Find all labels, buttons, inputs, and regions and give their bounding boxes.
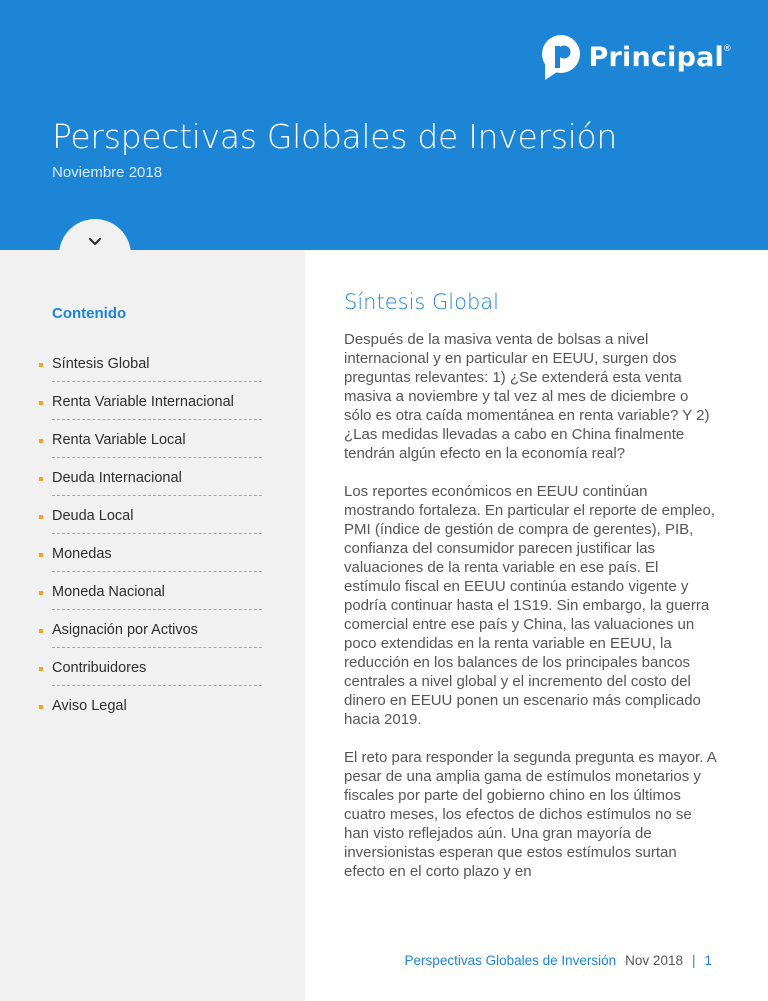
paragraph: Los reportes económicos en EEUU continúan mostrando fortaleza. En particular el reporte de empleo, PMI (índice de gestión de compra de gerentes), PIB, confianza del consumidor parecen justificar las valuaciones de la renta variable en ese país. El estímulo fiscal en EEUU continúa estando vigente y podría continuar hasta el 1S19. Sin embargo, la guerra comercial entre ese país y China, las valuaciones un poco extendidas en la renta variable en EEUU, la reducción en los balances de los principales bancos centrales a nivel global y el incremento del costo del dinero en EEUU ponen un escenario más complicado hacia 2019. — [344, 483, 716, 728]
toc-item-deuda-internacional[interactable] — [38, 468, 262, 506]
principal-logo-icon — [541, 34, 581, 80]
toc-item-monedas[interactable] — [38, 544, 262, 582]
paragraph: Después de la masiva venta de bolsas a nivel internacional y en particular en EEUU, surgen dos preguntas relevantes: 1) ¿Se extenderá esta venta masiva a noviembre y tal vez al mes de diciembre o sólo es otra caída momentánea en renta variable? Y 2) ¿Las medidas llevadas a cabo en China finalmente tendrán algún efecto en la economía real? — [344, 331, 710, 462]
bullet-icon — [39, 363, 43, 367]
toc-item-label: Contribuidores — [52, 660, 147, 676]
toc-item-label: Moneda Nacional — [52, 584, 165, 600]
toc-item-label: Deuda Internacional — [52, 470, 182, 486]
toc-item-label: Asignación por Activos — [52, 622, 198, 638]
divider — [52, 457, 262, 458]
bullet-icon — [39, 515, 43, 519]
bullet-icon — [39, 667, 43, 671]
divider — [52, 495, 262, 496]
bullet-icon — [39, 591, 43, 595]
page-number: 1 — [704, 953, 712, 968]
footer-divider: | — [691, 953, 696, 968]
divider — [52, 571, 262, 572]
footer-doc-title: Perspectivas Globales de Inversión — [404, 953, 617, 968]
toc-item-moneda-nacional[interactable] — [38, 582, 262, 620]
toc-item-sintesis-global[interactable] — [38, 354, 262, 392]
page-title: Perspectivas Globales de Inversión — [52, 117, 618, 156]
divider — [52, 685, 262, 686]
toc-item-aviso-legal[interactable] — [38, 696, 262, 734]
bullet-icon — [39, 439, 43, 443]
toc-item-label: Renta Variable Local — [52, 432, 186, 448]
toc-item-renta-variable-internacional[interactable] — [38, 392, 262, 430]
toc-item-label: Monedas — [52, 546, 112, 562]
bullet-icon — [39, 629, 43, 633]
toc-item-label: Renta Variable Internacional — [52, 394, 234, 410]
logo-wordmark: Principal ® — [588, 41, 732, 73]
footer-date: Nov 2018 — [625, 953, 683, 968]
toc-heading: Contenido — [52, 305, 127, 322]
toc-item-label: Aviso Legal — [52, 698, 127, 714]
toc-item-asignacion-por-activos[interactable] — [38, 620, 262, 658]
bullet-icon — [39, 553, 43, 557]
principal-logo[interactable] — [541, 34, 732, 80]
divider — [52, 533, 262, 534]
header-banner — [0, 0, 768, 250]
bullet-icon — [39, 705, 43, 709]
divider — [52, 419, 262, 420]
toc-item-label: Deuda Local — [52, 508, 134, 524]
bullet-icon — [39, 401, 43, 405]
publication-date: Noviembre 2018 — [52, 164, 163, 181]
paragraph: El reto para responder la segunda pregunta es mayor. A pesar de una amplia gama de estímulos monetarios y fiscales por parte del gobierno chino en los últimos cuatro meses, los efectos de dichos estímulos no se han visto reflejados aún. Una gran mayoría de inversionistas esperan que estos estímulos surtan efecto en el corto plazo y en — [344, 749, 716, 880]
toc-item-renta-variable-local[interactable] — [38, 430, 262, 468]
bullet-icon — [39, 477, 43, 481]
divider — [52, 647, 262, 648]
chevron-down-icon — [88, 237, 102, 247]
expand-toggle-button[interactable] — [59, 219, 131, 291]
table-of-contents — [38, 354, 262, 734]
page-footer — [405, 953, 712, 968]
main-content — [344, 290, 716, 900]
divider — [52, 381, 262, 382]
registered-mark: ® — [722, 43, 732, 54]
toc-item-deuda-local[interactable] — [38, 506, 262, 544]
toc-item-label: Síntesis Global — [52, 356, 150, 372]
section-title: Síntesis Global — [344, 290, 500, 314]
divider — [52, 609, 262, 610]
toc-item-contribuidores[interactable] — [38, 658, 262, 696]
